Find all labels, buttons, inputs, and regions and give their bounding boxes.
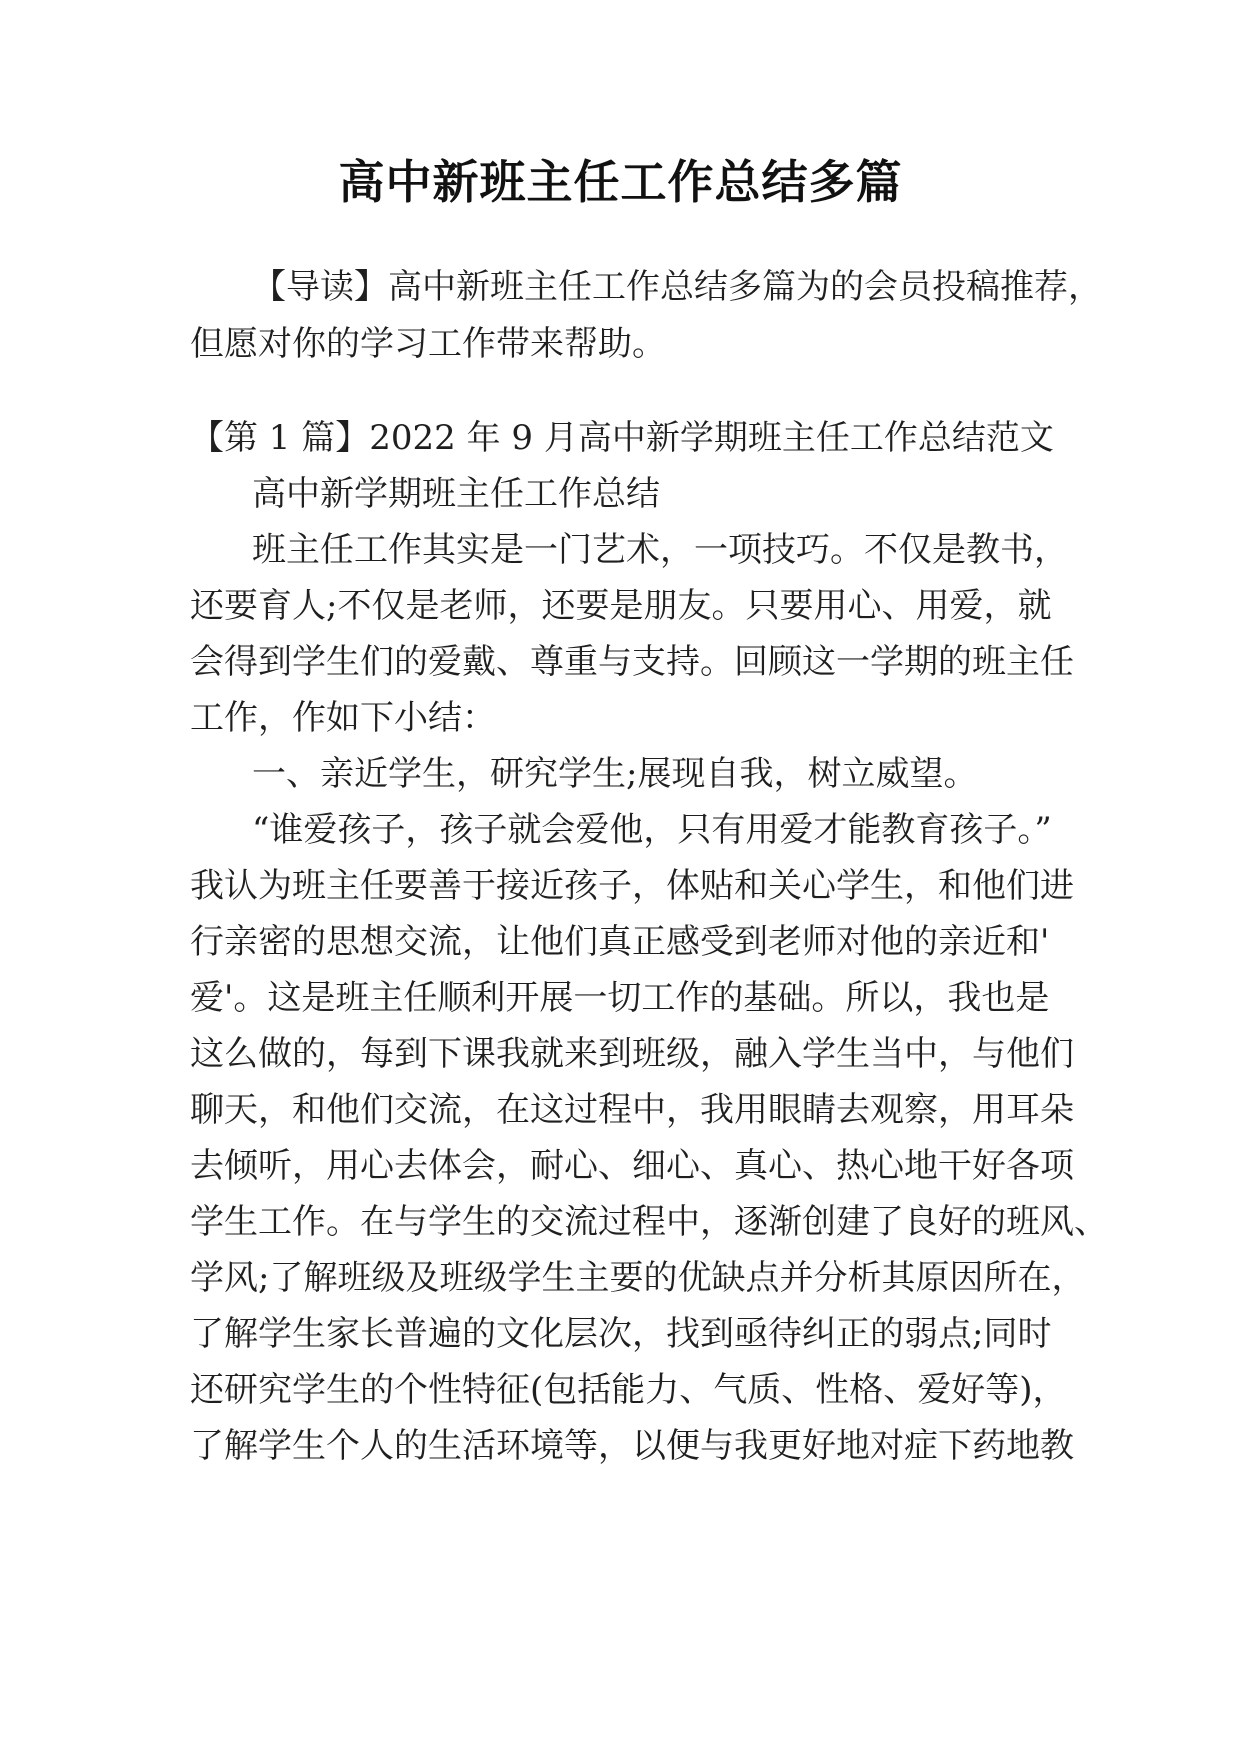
paragraph-line: 聊天，和他们交流，在这过程中，我用眼睛去观察，用耳朵 [190,1090,1074,1130]
paragraph-line: 会得到学生们的爱戴、尊重与支持。回顾这一学期的班主任 [190,642,1074,682]
paragraph-line: 去倾听，用心去体会，耐心、细心、真心、热心地干好各项 [190,1146,1074,1186]
paragraph-line: 这么做的，每到下课我就来到班级，融入学生当中，与他们 [190,1034,1074,1074]
intro-line-2: 但愿对你的学习工作带来帮助。 [190,324,666,364]
paragraph-line: 还研究学生的个性特征(包括能力、气质、性格、爱好等)， [190,1370,1067,1410]
article-heading: 【第 1 篇】2022 年 9 月高中新学期班主任工作总结范文 [190,418,1054,458]
paragraph-line: 还要育人;不仅是老师，还要是朋友。只要用心、用爱，就 [190,586,1052,626]
paragraph-line: 爱'。这是班主任顺利开展一切工作的基础。所以，我也是 [190,978,1050,1018]
article-subtitle: 高中新学期班主任工作总结 [252,474,660,514]
paragraph-line: 了解学生家长普遍的文化层次，找到亟待纠正的弱点;同时 [190,1314,1052,1354]
paragraph-line: 工作，作如下小结： [190,698,496,738]
paragraph-line: 学生工作。在与学生的交流过程中，逐渐创建了良好的班风、 [190,1202,1108,1242]
paragraph-line: 班主任工作其实是一门艺术，一项技巧。不仅是教书， [252,530,1068,570]
paragraph-line: 了解学生个人的生活环境等，以便与我更好地对症下药地教 [190,1426,1074,1466]
paragraph-line: 行亲密的思想交流，让他们真正感受到老师对他的亲近和' [190,922,1050,962]
intro-line-1: 【导读】高中新班主任工作总结多篇为的会员投稿推荐， [252,267,1102,307]
paragraph-line: 学风;了解班级及班级学生主要的优缺点并分析其原因所在， [190,1258,1086,1298]
paragraph-line: “谁爱孩子，孩子就会爱他，只有用爱才能教育孩子。” [252,810,1052,850]
paragraph-line: 我认为班主任要善于接近孩子，体贴和关心学生，和他们进 [190,866,1074,906]
section-heading: 一、亲近学生，研究学生;展现自我，树立威望。 [252,754,978,794]
document-title: 高中新班主任工作总结多篇 [338,155,903,209]
